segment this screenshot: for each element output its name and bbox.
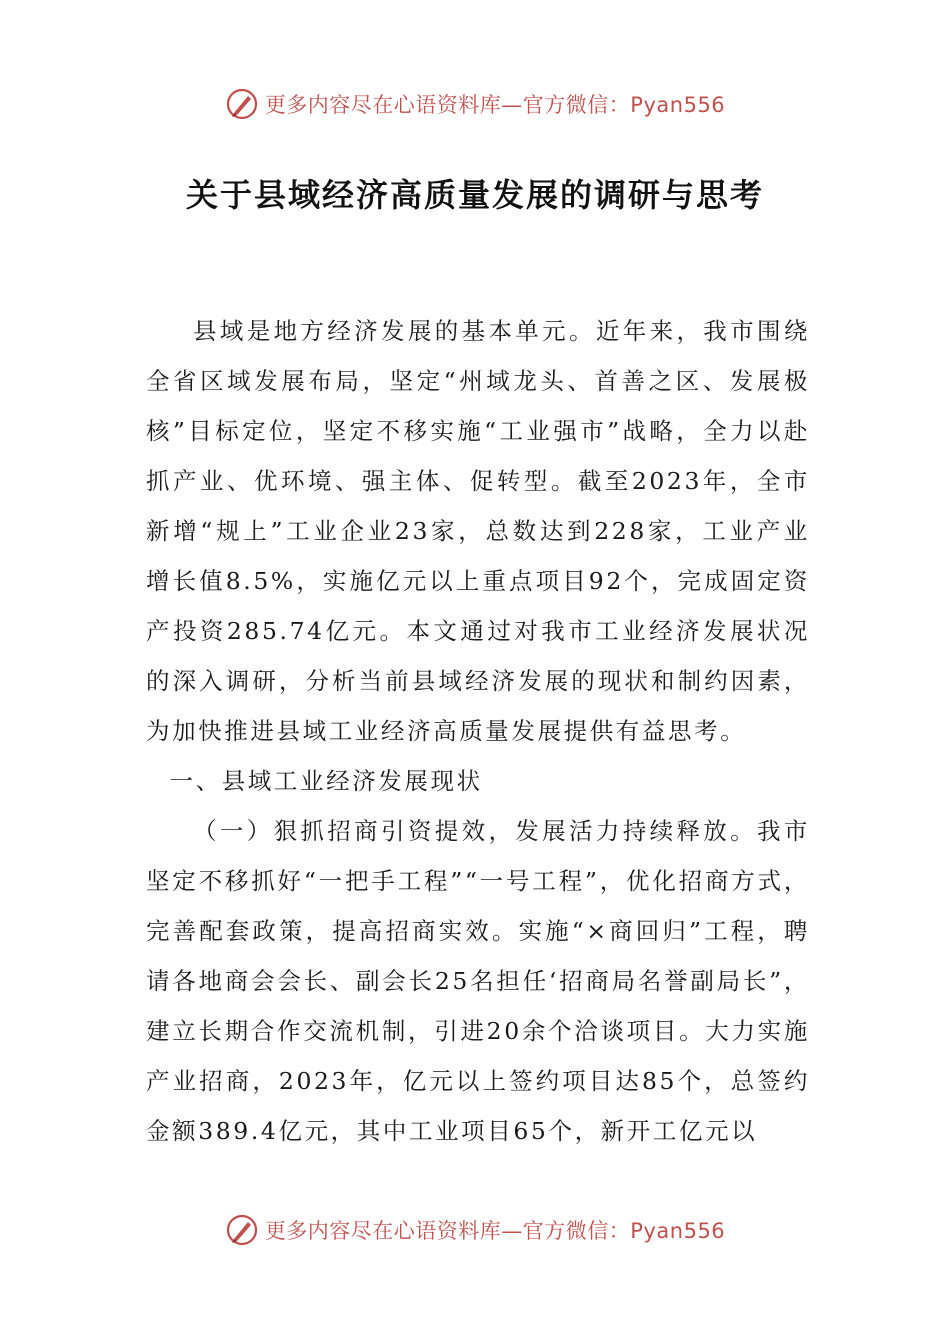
section-heading: 一、县域工业经济发展现状 (169, 767, 483, 795)
pen-logo-icon (225, 1213, 259, 1247)
document-body (146, 306, 810, 1156)
watermark-header (0, 82, 950, 126)
watermark-text: 更多内容尽在心语资料库—官方微信：Pyan556 (264, 93, 726, 117)
subsection-paragraph: （一）狠抓招商引资提效，发展活力持续释放。我市坚定不移抓好“一把手工程”“一号工程”，优化招商方式，完善配套政策，提高招商实效。实施“×商回归”工程，聘请各地商会会长、副会长25名担任‘招商局名誉副局长”，建立长期合作交流机制，引进20余个洽谈项目。大力实施产业招商，2023年，亿元以上签约项目达85个，总签约金额389.4亿元，其中工业项目65个，新开工亿元以 (146, 817, 810, 1145)
intro-paragraph: 县域是地方经济发展的基本单元。近年来，我市围绕全省区域发展布局，坚定“州域龙头、首善之区、发展极核”目标定位，坚定不移实施“工业强市”战略，全力以赴抓产业、优环境、强主体、促转型。截至2023年，全市新增“规上”工业企业23家，总数达到228家，工业产业增长值8.5%，实施亿元以上重点项目92个，完成固定资产投资285.74亿元。本文通过对我市工业经济发展状况的深入调研，分析当前县域经济发展的现状和制约因素，为加快推进县域工业经济高质量发展提供有益思考。 (146, 317, 810, 745)
watermark-footer (0, 1208, 950, 1252)
watermark-text: 更多内容尽在心语资料库—官方微信：Pyan556 (264, 1219, 726, 1243)
pen-logo-icon (225, 87, 259, 121)
document-title: 关于县域经济高质量发展的调研与思考 (185, 176, 764, 214)
